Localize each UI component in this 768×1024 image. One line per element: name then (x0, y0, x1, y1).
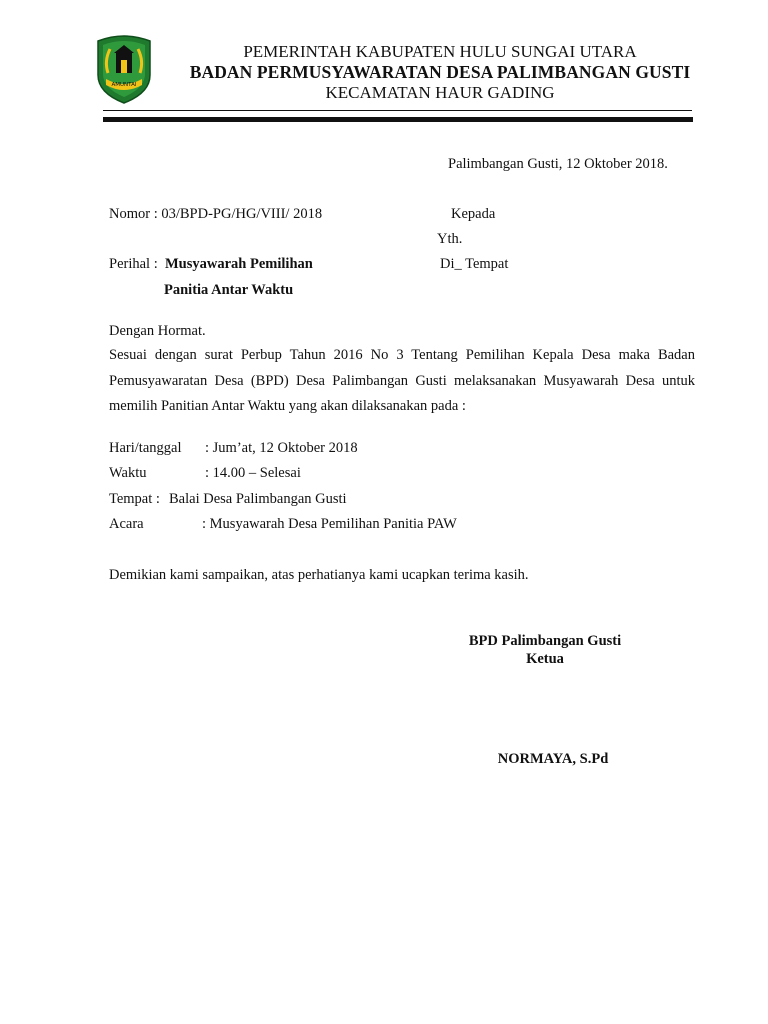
recipient-place: Di_ Tempat (440, 256, 509, 272)
regency-logo (92, 33, 156, 105)
detail-agenda-label: Acara (109, 516, 144, 532)
closing-statement: Demikian kami sampaikan, atas perhatianya kami ucapkan terima kasih. (109, 567, 529, 583)
signature-title: Ketua (526, 651, 564, 667)
letterhead-line-2: BADAN PERMUSYAWARATAN DESA PALIMBANGAN GUSTI (189, 62, 691, 82)
detail-date-value: : Jum’at, 12 Oktober 2018 (205, 440, 358, 456)
letter-date: Palimbangan Gusti, 12 Oktober 2018. (448, 156, 668, 172)
detail-time-value: : 14.00 – Selesai (205, 465, 301, 481)
greeting: Dengan Hormat. (109, 323, 206, 339)
detail-agenda-value: : Musyawarah Desa Pemilihan Panitia PAW (202, 516, 457, 532)
letter-number: Nomor : 03/BPD-PG/HG/VIII/ 2018 (109, 206, 323, 222)
letterhead-divider-thin (103, 110, 692, 111)
detail-time-label: Waktu (109, 465, 147, 481)
signature-name: NORMAYA, S.Pd (497, 751, 609, 767)
subject-line-1: Musyawarah Pemilihan (165, 256, 313, 272)
signature-org: BPD Palimbangan Gusti (468, 633, 622, 649)
logo-text: AMUNTAI (111, 82, 137, 88)
recipient-kepada: Kepada (451, 206, 496, 222)
detail-place-label: Tempat : (109, 491, 160, 507)
letterhead-line-3: KECAMATAN HAUR GADING (325, 83, 555, 102)
letterhead-line-1: PEMERINTAH KABUPATEN HULU SUNGAI UTARA (243, 42, 637, 61)
recipient-yth: Yth. (437, 231, 463, 247)
detail-date-label: Hari/tanggal (109, 440, 182, 456)
regency-emblem-icon (92, 33, 156, 105)
subject-line-2: Panitia Antar Waktu (164, 282, 294, 298)
detail-place-value: Balai Desa Palimbangan Gusti (169, 491, 347, 507)
letterhead-divider-thick (103, 117, 693, 122)
subject-label: Perihal : (109, 256, 158, 272)
body-paragraph: Sesuai dengan surat Perbup Tahun 2016 No 3 Tentang Pemilihan Kepala Desa maka Badan Pemusyawaratan Desa (BPD) Desa Palimbangan Gusti melaksanakan Musyawarah Desa untuk memilih Panitian Antar Waktu yang akan dilaksanakan pada : (109, 347, 695, 414)
